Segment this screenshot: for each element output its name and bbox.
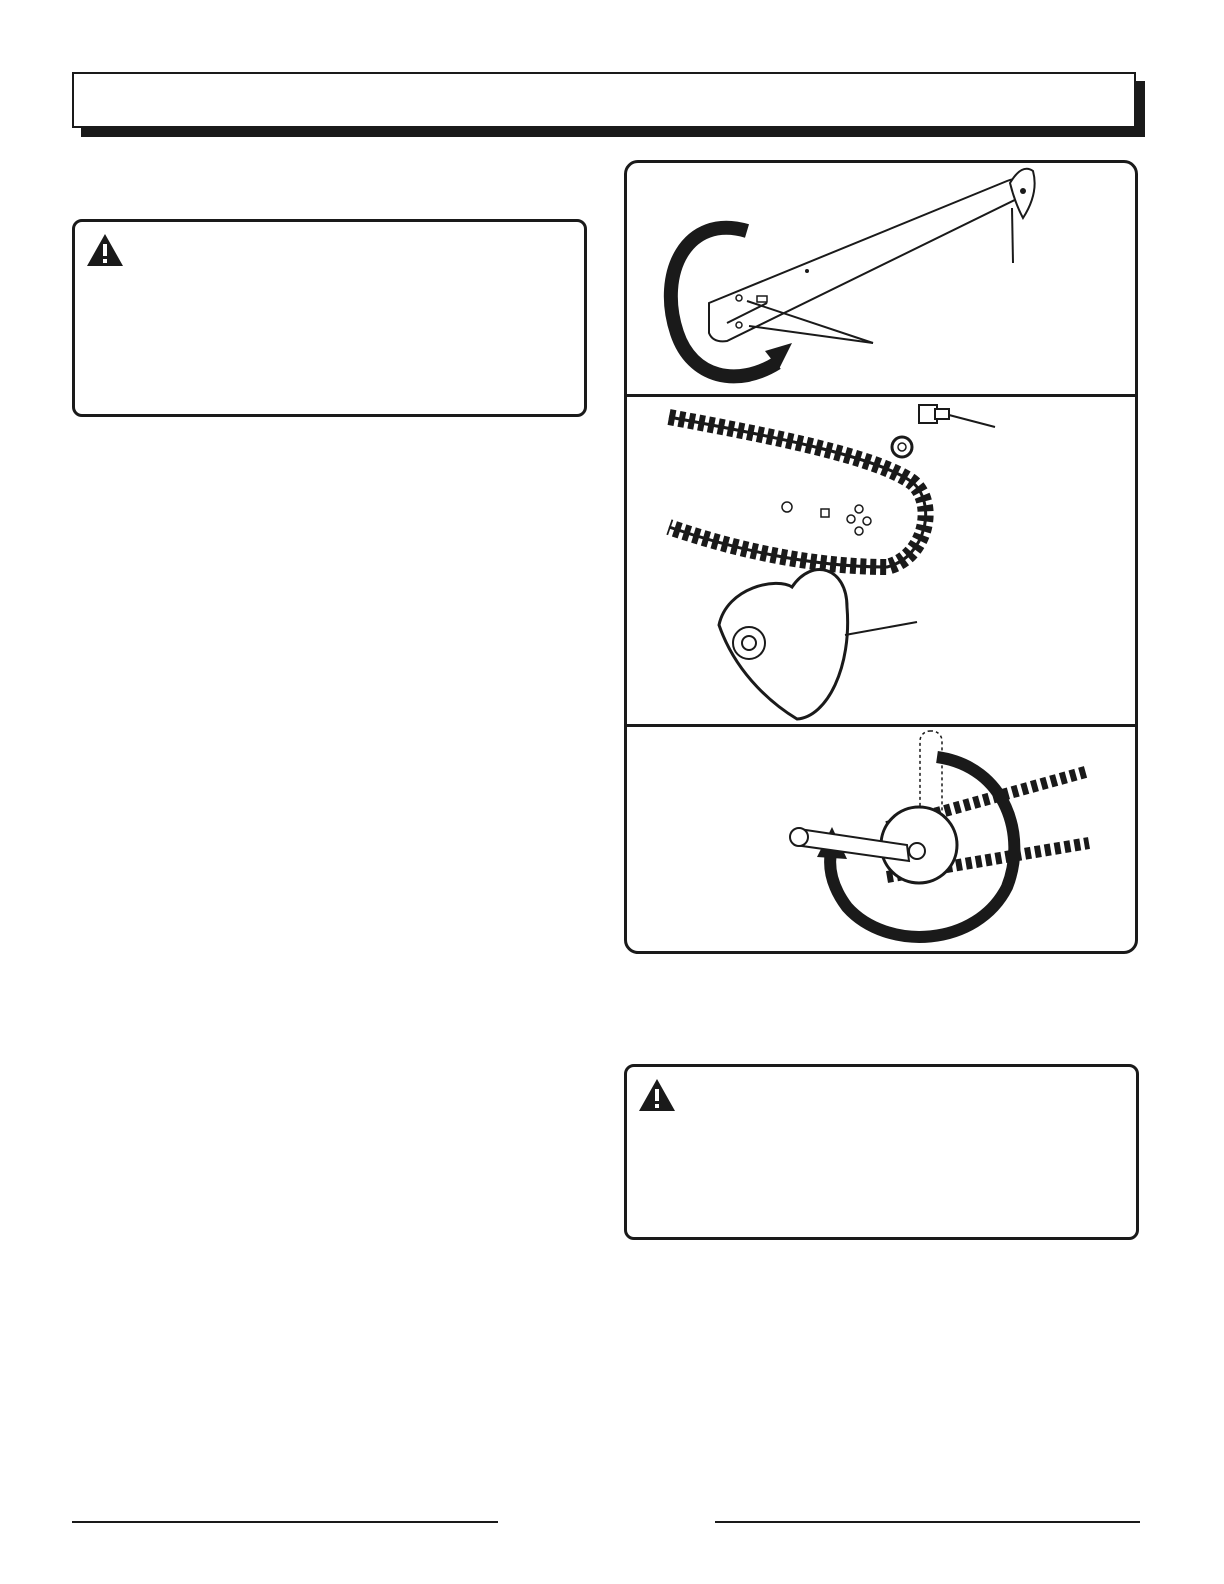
chain-bolt-sprocket-illustration [627, 397, 1138, 724]
footer-rule-right [715, 1521, 1140, 1523]
warning-box-left [72, 219, 587, 417]
warning-triangle-icon [637, 1077, 677, 1113]
warning-box-right [624, 1064, 1139, 1240]
wrench-tightening-illustration [627, 727, 1138, 954]
section-header-bar [72, 72, 1136, 128]
warning-triangle-icon [85, 232, 125, 268]
footer-rule-left [72, 1521, 498, 1523]
guide-bar-rotation-illustration [627, 163, 1138, 395]
figure-panel [624, 160, 1138, 954]
